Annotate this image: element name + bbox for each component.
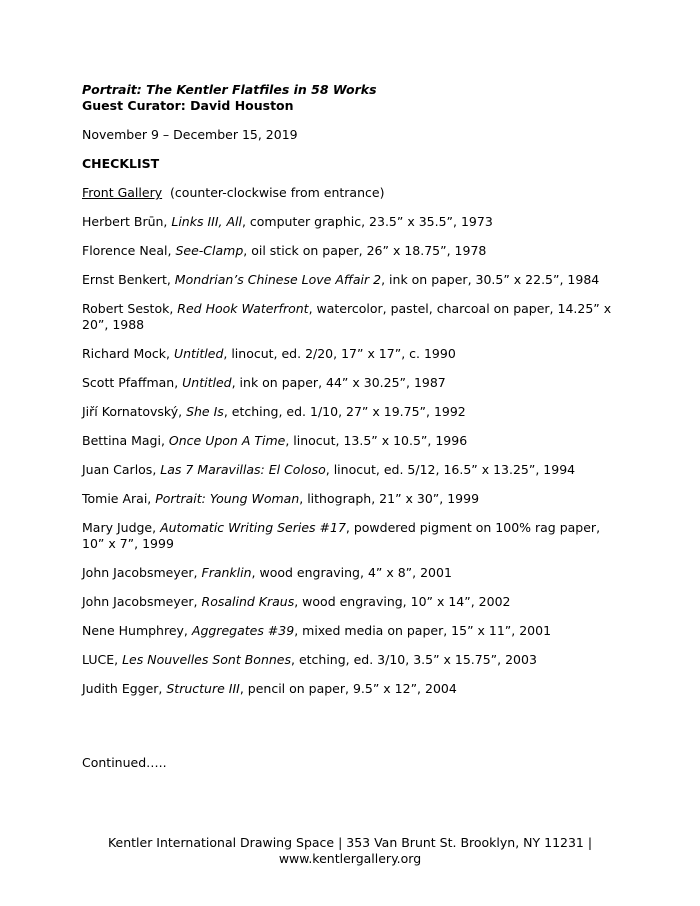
checklist-entry bbox=[82, 433, 622, 449]
gallery-section bbox=[82, 185, 622, 201]
checklist-entry bbox=[82, 301, 622, 333]
checklist-entry bbox=[82, 520, 622, 552]
footer-address: Kentler International Drawing Space | 353 Van Brunt St. Brooklyn, NY 11231 | bbox=[107, 835, 593, 850]
work-title: Portrait: Young Woman bbox=[155, 491, 300, 506]
work-title: Automatic Writing Series #17 bbox=[160, 520, 346, 535]
artist-name: John Jacobsmeyer, bbox=[82, 594, 202, 609]
work-title: Mondrian’s Chinese Love Affair 2 bbox=[174, 272, 382, 287]
work-title: Aggregates #39 bbox=[191, 623, 295, 638]
work-details: , ink on paper, 44” x 30.25”, 1987 bbox=[231, 375, 446, 390]
exhibition-dates: November 9 – December 15, 2019 bbox=[82, 127, 298, 142]
artist-name: Jiří Kornatovský, bbox=[82, 404, 187, 419]
footer bbox=[0, 835, 700, 867]
artist-name: Tomie Arai, bbox=[82, 491, 156, 506]
work-details: , powdered pigment on 100% rag paper, 10” x 7”, 1999 bbox=[82, 520, 601, 551]
work-title: Les Nouvelles Sont Bonnes bbox=[122, 652, 291, 667]
guest-curator: Guest Curator: David Houston bbox=[82, 98, 294, 113]
checklist-entry bbox=[82, 594, 622, 610]
work-title: Untitled bbox=[173, 346, 224, 361]
checklist-entry bbox=[82, 462, 622, 478]
artist-name: Richard Mock, bbox=[82, 346, 174, 361]
artist-name: Judith Egger, bbox=[82, 681, 167, 696]
work-title: Links III, All bbox=[171, 214, 242, 229]
section-note: (counter-clockwise from entrance) bbox=[162, 185, 385, 200]
work-details: , linocut, 13.5” x 10.5”, 1996 bbox=[285, 433, 468, 448]
work-details: , watercolor, pastel, charcoal on paper, 14.25” x 20”, 1988 bbox=[82, 301, 612, 332]
checklist-entry bbox=[82, 565, 622, 581]
work-title: Rosalind Kraus bbox=[201, 594, 295, 609]
artist-name: Ernst Benkert, bbox=[82, 272, 175, 287]
artist-name: LUCE, bbox=[82, 652, 123, 667]
work-details: , etching, ed. 3/10, 3.5” x 15.75”, 2003 bbox=[291, 652, 537, 667]
checklist-entry bbox=[82, 214, 622, 230]
checklist-entry bbox=[82, 243, 622, 259]
footer-website: www.kentlergallery.org bbox=[278, 851, 422, 866]
work-details: , wood engraving, 4” x 8”, 2001 bbox=[251, 565, 452, 580]
work-title: Las 7 Maravillas: El Coloso bbox=[160, 462, 326, 477]
checklist-document bbox=[82, 82, 622, 697]
work-details: , etching, ed. 1/10, 27” x 19.75”, 1992 bbox=[223, 404, 466, 419]
artist-name: Mary Judge, bbox=[82, 520, 161, 535]
checklist-heading: CHECKLIST bbox=[82, 156, 160, 171]
work-details: , oil stick on paper, 26” x 18.75”, 1978 bbox=[243, 243, 487, 258]
artist-name: Herbert Brūn, bbox=[82, 214, 172, 229]
section-name: Front Gallery bbox=[82, 185, 163, 200]
work-title: See-Clamp bbox=[175, 243, 244, 258]
artist-name: Nene Humphrey, bbox=[82, 623, 192, 638]
checklist-entry bbox=[82, 623, 622, 639]
work-title: Once Upon A Time bbox=[168, 433, 286, 448]
work-title: Structure III bbox=[166, 681, 240, 696]
continued-note: Continued….. bbox=[82, 755, 167, 770]
checklist-entry bbox=[82, 375, 622, 391]
checklist-entry bbox=[82, 491, 622, 507]
work-title: Red Hook Waterfront bbox=[177, 301, 309, 316]
artist-name: Bettina Magi, bbox=[82, 433, 169, 448]
work-title: She Is bbox=[186, 404, 224, 419]
work-details: , lithograph, 21” x 30”, 1999 bbox=[299, 491, 480, 506]
work-details: , mixed media on paper, 15” x 11”, 2001 bbox=[294, 623, 552, 638]
work-details: , pencil on paper, 9.5” x 12”, 2004 bbox=[239, 681, 457, 696]
artist-name: Florence Neal, bbox=[82, 243, 176, 258]
artist-name: Robert Sestok, bbox=[82, 301, 178, 316]
work-title: Untitled bbox=[182, 375, 232, 390]
checklist-entry bbox=[82, 652, 622, 668]
entries-list bbox=[82, 214, 622, 697]
exhibition-title: Portrait: The Kentler Flatfiles in 58 Works bbox=[82, 82, 377, 97]
work-details: , wood engraving, 10” x 14”, 2002 bbox=[294, 594, 511, 609]
work-details: , linocut, ed. 2/20, 17” x 17”, c. 1990 bbox=[223, 346, 456, 361]
checklist-entry bbox=[82, 681, 622, 697]
work-details: , computer graphic, 23.5” x 35.5”, 1973 bbox=[241, 214, 493, 229]
artist-name: John Jacobsmeyer, bbox=[82, 565, 202, 580]
work-title: Franklin bbox=[201, 565, 252, 580]
checklist-entry bbox=[82, 346, 622, 362]
checklist-entry bbox=[82, 404, 622, 420]
checklist-entry bbox=[82, 272, 622, 288]
artist-name: Juan Carlos, bbox=[82, 462, 161, 477]
work-details: , ink on paper, 30.5” x 22.5”, 1984 bbox=[381, 272, 600, 287]
work-details: , linocut, ed. 5/12, 16.5” x 13.25”, 1994 bbox=[325, 462, 576, 477]
artist-name: Scott Pfaffman, bbox=[82, 375, 183, 390]
